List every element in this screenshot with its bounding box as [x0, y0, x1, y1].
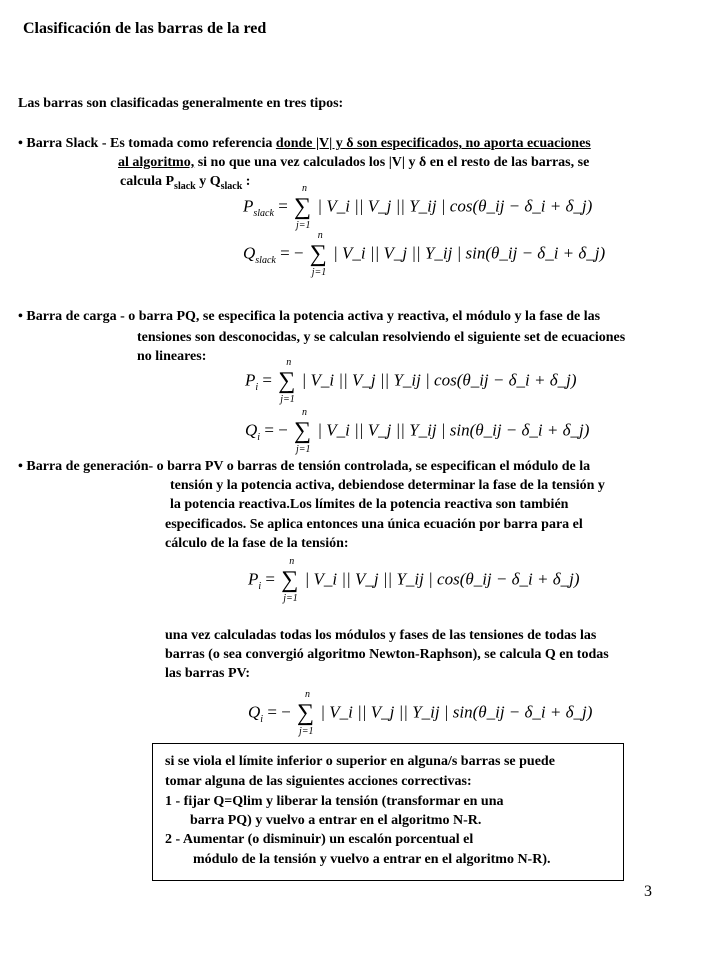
eq-lhs-sub: i	[258, 580, 262, 592]
equation-p-generacion: $P_i$ = ∑ n j=1 | V_i || V_j || Y_ij | cos(θ_ij − δ_i + δ_j)	[248, 556, 580, 604]
box-line-2: tomar alguna de las siguientes acciones correctivas:	[165, 774, 472, 789]
eq-body: | V_i || V_j || Y_ij | cos(θ_ij − δ_i + δ_j)	[317, 196, 593, 216]
eq-lhs-sub: i	[257, 431, 261, 443]
sum-symbol: ∑ n j=1	[309, 230, 327, 278]
equation-q-generacion: $Q_i$ = − ∑ n j=1 | V_i || V_j || Y_ij | sin(θ_ij − δ_i + δ_j)	[248, 689, 593, 737]
slack-line-1-underlined: donde |V| y δ son especificados, no aporta ecuaciones	[275, 136, 591, 151]
sum-bottom: j=1	[311, 267, 327, 278]
box-item-2-number: 2	[165, 832, 172, 847]
box-item-2-cont: módulo de la tensión y vuelvo a entrar en el algoritmo N-R).	[193, 852, 551, 867]
sum-top: n	[289, 556, 295, 567]
generacion-line-1: • Barra de generación- o barra PV o barras de tensión controlada, se especifican el módulo de la	[18, 459, 591, 474]
sum-symbol: ∑ n j=1	[278, 357, 296, 405]
slack-line-3-text: calcula P	[120, 174, 175, 189]
equation-p-carga: $P_i$ = ∑ n j=1 | V_i || V_j || Y_ij | cos(θ_ij − δ_i + δ_j)	[245, 357, 577, 405]
equation-p-slack: $P_{slack}$ = ∑ n j=1 | V_i || V_j || Y_ij | cos(θ_ij − δ_i + δ_j)	[243, 183, 593, 231]
generacion-para-2: barras (o sea convergió algoritmo Newton-Raphson), se calcula Q en todas	[165, 647, 609, 662]
generacion-line-3: la potencia reactiva.Los límites de la potencia reactiva son también	[170, 497, 569, 512]
equation-q-slack: $Q_{slack}$ = − ∑ n j=1 | V_i || V_j || Y_ij | sin(θ_ij − δ_i + δ_j)	[243, 230, 606, 278]
sum-bottom: j=1	[299, 726, 314, 737]
eq-lhs: P	[245, 370, 256, 390]
eq-lhs: P	[248, 569, 259, 589]
sum-bottom: j=1	[283, 593, 298, 604]
generacion-para-1: una vez calculadas todas los módulos y fases de las tensiones de todas las	[165, 628, 597, 643]
sum-bottom: j=1	[296, 444, 311, 455]
box-item-2-text: - Aumentar (o disminuir) un escalón porcentual el	[172, 832, 474, 847]
box-item-1	[165, 792, 504, 811]
slack-line-2-underlined: al algoritmo,	[118, 155, 195, 170]
sum-symbol: ∑ n j=1	[294, 407, 312, 455]
eq-body: | V_i || V_j || Y_ij | cos(θ_ij − δ_i + δ_j)	[304, 569, 580, 589]
sum-top: n	[305, 689, 310, 700]
carga-line-2: tensiones son desconocidas, y se calculan resolviendo el siguiente set de ecuaciones	[137, 330, 626, 345]
box-item-2	[165, 830, 473, 849]
slack-line-3-mid: y Q	[195, 174, 221, 189]
sum-bottom: j=1	[280, 394, 295, 405]
slack-sub-p: slack	[174, 180, 196, 192]
box-item-1-number: 1	[165, 794, 172, 809]
eq-lhs: Q	[248, 702, 261, 722]
slack-line-3	[120, 172, 250, 196]
slack-line-2	[118, 153, 589, 172]
page-title: Clasificación de las barras de la red	[23, 20, 267, 37]
slack-sub-q: slack	[220, 180, 243, 192]
equation-q-carga: $Q_i$ = − ∑ n j=1 | V_i || V_j || Y_ij | sin(θ_ij − δ_i + δ_j)	[245, 407, 590, 455]
sum-symbol: ∑ n j=1	[294, 183, 312, 231]
slack-line-3-end: :	[242, 174, 251, 189]
page-number: 3	[644, 883, 652, 900]
slack-line-1-prefix: • Barra Slack - Es tomada como referencia	[18, 136, 276, 151]
sum-top: n	[302, 407, 307, 418]
sum-top: n	[317, 230, 323, 241]
carga-line-3: no lineares:	[137, 349, 207, 364]
eq-body: | V_i || V_j || Y_ij | sin(θ_ij − δ_i + δ_j)	[317, 420, 590, 440]
generacion-line-2: tensión y la potencia activa, debiendose determinar la fase de la tensión y	[170, 478, 605, 493]
eq-lhs-sub: slack	[255, 254, 276, 266]
intro-text: Las barras son clasificadas generalmente en tres tipos:	[18, 96, 344, 111]
slack-line-1	[18, 134, 591, 153]
eq-lhs: P	[243, 196, 254, 216]
eq-lhs-sub: slack	[253, 207, 274, 219]
box-line-1: si se viola el límite inferior o superior en alguna/s barras se puede	[165, 754, 555, 769]
box-item-1-cont: barra PQ) y vuelvo a entrar en el algoritmo N-R.	[190, 813, 482, 828]
sum-top: n	[302, 183, 308, 194]
eq-body: | V_i || V_j || Y_ij | cos(θ_ij − δ_i + δ_j)	[301, 370, 577, 390]
generacion-para-3: las barras PV:	[165, 666, 251, 681]
generacion-line-5: cálculo de la fase de la tensión:	[165, 536, 349, 551]
sum-top: n	[286, 357, 292, 368]
eq-body: | V_i || V_j || Y_ij | sin(θ_ij − δ_i + δ_j)	[320, 702, 593, 722]
sum-symbol: ∑ n j=1	[297, 689, 315, 737]
eq-body: | V_i || V_j || Y_ij | sin(θ_ij − δ_i + δ_j)	[333, 243, 606, 263]
carga-line-1: • Barra de carga - o barra PQ, se especifica la potencia activa y reactiva, el módulo y la fase de las	[18, 309, 601, 324]
sum-bottom: j=1	[296, 220, 311, 231]
box-item-1-text: - fijar Q=Qlim y liberar la tensión (transformar en una	[172, 794, 504, 809]
eq-lhs: Q	[243, 243, 256, 263]
slack-line-2-rest: si no que una vez calculados los |V| y δ en el resto de las barras, se	[194, 155, 590, 170]
eq-lhs-sub: i	[255, 381, 259, 393]
eq-lhs-sub: i	[260, 713, 264, 725]
eq-lhs: Q	[245, 420, 258, 440]
generacion-line-4: especificados. Se aplica entonces una única ecuación por barra para el	[165, 517, 583, 532]
sum-symbol: ∑ n j=1	[281, 556, 299, 604]
